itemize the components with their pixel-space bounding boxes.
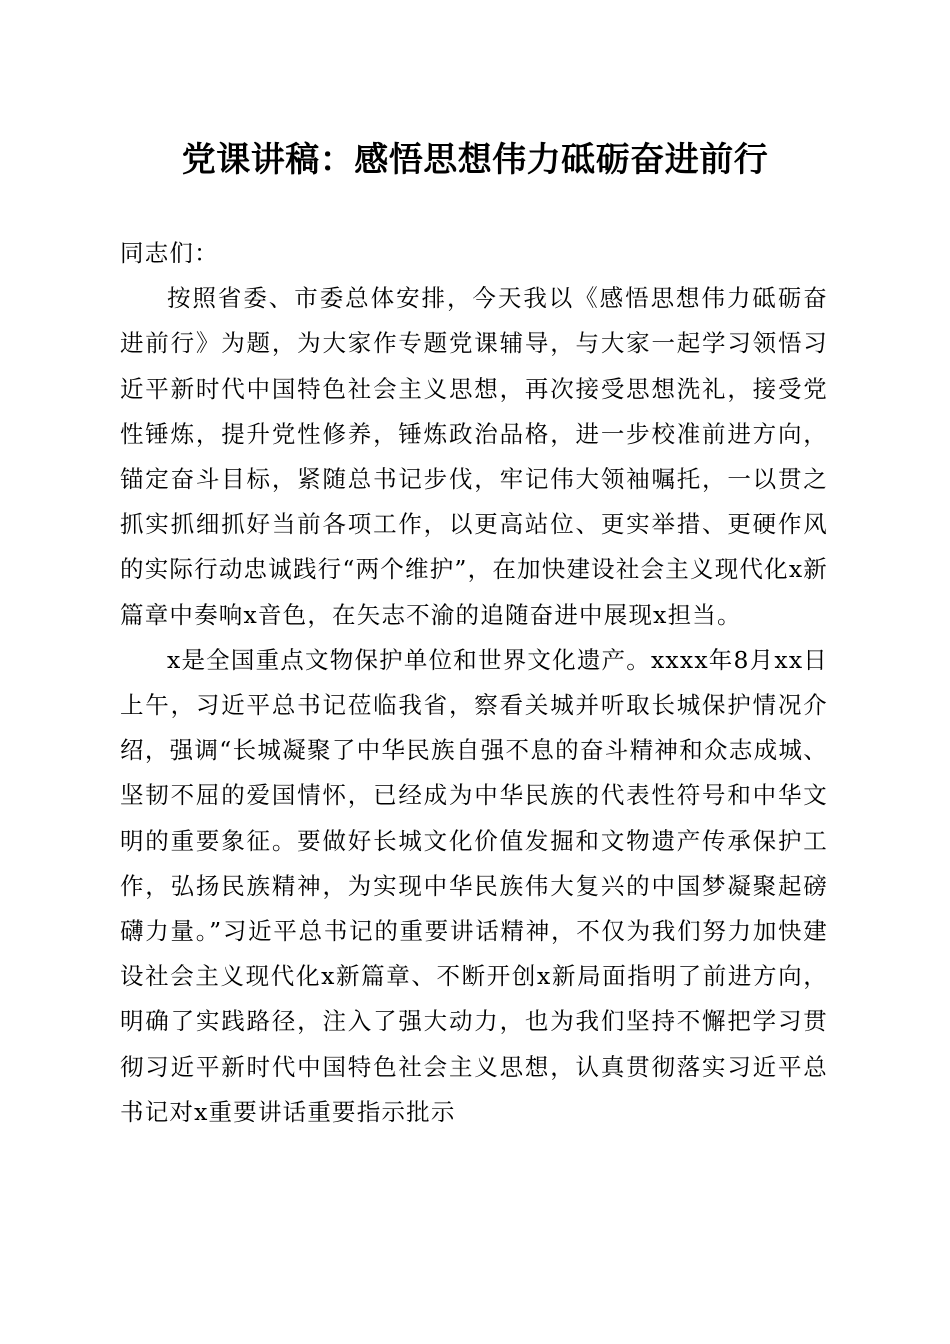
salutation: 同志们： — [120, 239, 219, 267]
paragraph-great-wall: x是全国重点文物保护单位和世界文化遗产。xxxx年8月xx日上午，习近平总书记莅临我省，察看关城并听取长城保护情况介绍，强调“长城凝聚了中华民族自强不息的奋斗精神和众志成城、坚韧不屈的爱国情怀，已经成为中华民族的代表性符号和中华文明的重要象征。要做好长城文化价值发掘和文物遗产传承保护工作，弘扬民族精神，为实现中华民族伟大复兴的中国梦凝聚起磅礴力量。”习近平总书记的重要讲话精神，不仅为我们努力加快建设社会主义现代化x新篇章、不断开创x新局面指明了前进方向，明确了实践路径，注入了强大动力，也为我们坚持不懈把学习贯彻习近平新时代中国特色社会主义思想，认真贯彻落实习近平总书记对x重要讲话重要指示批示 — [120, 645, 828, 1126]
paragraph-intro: 按照省委、市委总体安排，今天我以《感悟思想伟力砥砺奋进前行》为题，为大家作专题党课辅导，与大家一起学习领悟习近平新时代中国特色社会主义思想，再次接受思想洗礼，接受党性锤炼，提升党性修养，锤炼政治品格，进一步校准前进方向，锚定奋斗目标，紧随总书记步伐，牢记伟大领袖嘱托，一以贯之抓实抓细抓好当前各项工作，以更高站位、更实举措、更硬作风的实际行动忠诚践行“两个维护”，在加快建设社会主义现代化x新篇章中奏响x音色，在矢志不渝的追随奋进中展现x担当。 — [120, 284, 828, 629]
document-title: 党课讲稿：感悟思想伟力砥砺奋进前行 — [181, 140, 769, 180]
document-body — [120, 231, 828, 1135]
